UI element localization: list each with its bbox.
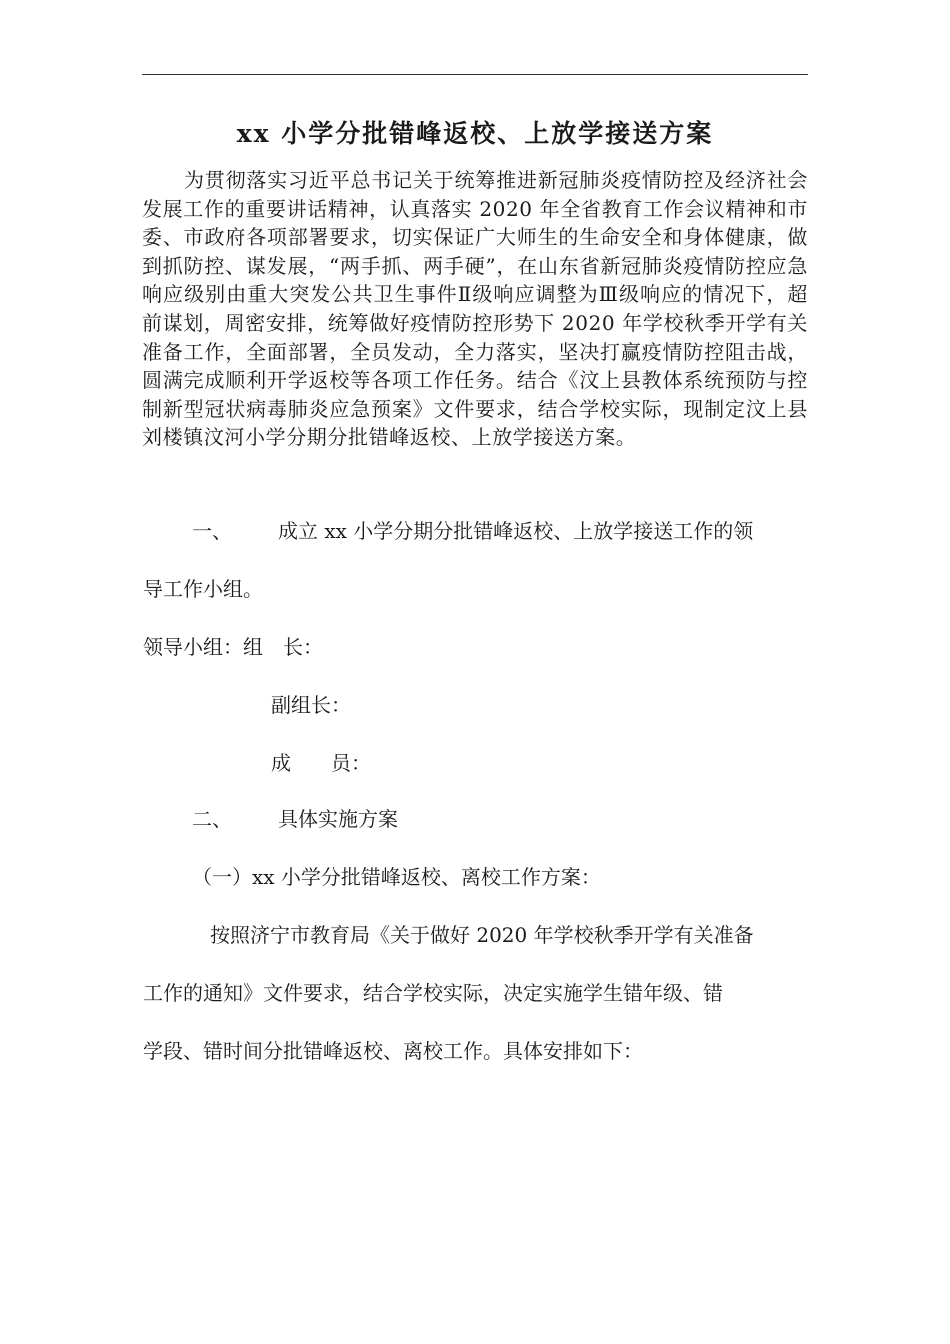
leadership-group-row [143, 633, 323, 661]
section2-heading [192, 805, 398, 833]
subsection1-heading: （一）xx 小学分批错峰返校、离校工作方案： [192, 865, 601, 889]
intro-paragraph: 为贯彻落实习近平总书记关于统筹推进新冠肺炎疫情防控及经济社会发展工作的重要讲话精神，认真落实 2020 年全省教育工作会议精神和市委、市政府各项部署要求，切实保证广大师生的生命安全和身体健康，做到抓防控、谋发展，“两手抓、两手硬”，在山东省新冠肺炎疫情防控应急响应级别由重大突发公共卫生事件Ⅱ级响应调整为Ⅲ级响应的情况下，超前谋划，周密安排，统筹做好疫情防控形势下 2020 年学校秋季开学有关准备工作，全面部署，全员发动，全力落实，坚决打赢疫情防控阻击战，圆满完成顺利开学返校等各项工作任务。结合《汶上县教体系统预防与控制新型冠状病毒肺炎应急预案》文件要求，结合学校实际，现制定汶上县刘楼镇汶河小学分期分批错峰返校、上放学接送方案。 [142, 168, 808, 450]
closing-line-3: 学段、错时间分批错峰返校、离校工作。具体安排如下： [143, 1039, 643, 1063]
section1-number: 一、 [192, 519, 232, 543]
document-title: xx 小学分批错峰返校、上放学接送方案 [236, 119, 714, 148]
header-rule [142, 74, 808, 75]
deputy-label: 副组长： [271, 693, 351, 717]
closing-line-2: 工作的通知》文件要求，结合学校实际，决定实施学生错年级、错 [143, 981, 723, 1005]
section1-heading-line1: 成立 xx 小学分期分批错峰返校、上放学接送工作的领 [278, 519, 754, 543]
leadership-group-label: 领导小组： [143, 635, 243, 659]
section2-heading-text: 具体实施方案 [278, 807, 398, 831]
section2-number: 二、 [192, 807, 232, 831]
section1-heading [192, 517, 753, 545]
leader-label: 组 长： [243, 635, 323, 659]
member-label: 成 员： [271, 751, 371, 775]
section1-heading-line2: 导工作小组。 [143, 577, 263, 601]
closing-line-1: 按照济宁市教育局《关于做好 2020 年学校秋季开学有关准备 [210, 923, 754, 947]
